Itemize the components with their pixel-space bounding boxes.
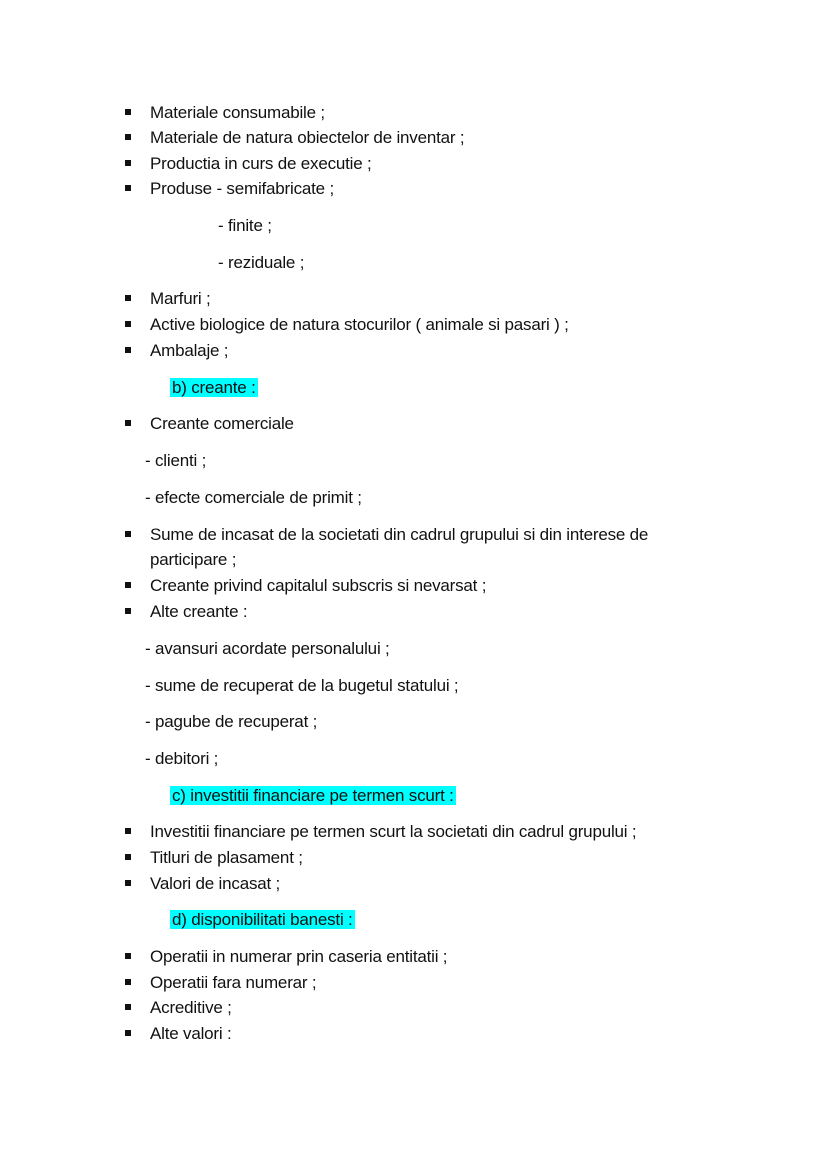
list-item: Sume de incasat de la societati din cadrul grupului si din interese de [150,525,649,544]
sub-item: - pagube de recuperat ; [145,712,318,731]
square-bullet-icon [125,531,131,537]
list-item: Creante privind capitalul subscris si nevarsat ; [150,576,487,595]
list-item: Ambalaje ; [150,341,229,360]
section-heading [170,377,258,399]
list-item: Produse - semifabricate ; [150,179,334,198]
square-bullet-icon [125,420,131,426]
sub-item: - sume de recuperat de la bugetul statului ; [145,676,459,695]
square-bullet-icon [125,854,131,860]
square-bullet-icon [125,109,131,115]
highlighted-heading-text: b) creante : [172,378,256,397]
sub-item: - avansuri acordate personalului ; [145,639,390,658]
square-bullet-icon [125,295,131,301]
list-item: Materiale de natura obiectelor de inventar ; [150,128,465,147]
square-bullet-icon [125,185,131,191]
square-bullet-icon [125,828,131,834]
square-bullet-icon [125,321,131,327]
square-bullet-icon [125,160,131,166]
list-item: Operatii in numerar prin caseria entitatii ; [150,947,448,966]
section-heading [170,909,355,931]
sub-item: - reziduale ; [218,253,305,272]
sub-item: - debitori ; [145,749,219,768]
square-bullet-icon [125,1030,131,1036]
sub-item: - efecte comerciale de primit ; [145,488,362,507]
list-item: Materiale consumabile ; [150,103,325,122]
list-item: Operatii fara numerar ; [150,973,317,992]
section-heading [170,785,456,807]
list-item: Investitii financiare pe termen scurt la societati din cadrul grupului ; [150,822,637,841]
square-bullet-icon [125,979,131,985]
square-bullet-icon [125,134,131,140]
square-bullet-icon [125,953,131,959]
sub-item: - clienti ; [145,451,207,470]
list-item-continuation: participare ; [150,550,237,569]
list-item: Active biologice de natura stocurilor ( animale si pasari ) ; [150,315,569,334]
square-bullet-icon [125,608,131,614]
list-item: Valori de incasat ; [150,874,281,893]
square-bullet-icon [125,582,131,588]
square-bullet-icon [125,347,131,353]
square-bullet-icon [125,1004,131,1010]
list-item: Creante comerciale [150,414,294,433]
sub-item: - finite ; [218,216,272,235]
list-item: Alte creante : [150,602,248,621]
list-item: Productia in curs de executie ; [150,154,372,173]
square-bullet-icon [125,880,131,886]
list-item: Alte valori : [150,1024,232,1043]
list-item: Titluri de plasament ; [150,848,303,867]
highlighted-heading-text: c) investitii financiare pe termen scurt : [172,786,454,805]
list-item: Acreditive ; [150,998,232,1017]
highlighted-heading-text: d) disponibilitati banesti : [172,910,353,929]
list-item: Marfuri ; [150,289,211,308]
